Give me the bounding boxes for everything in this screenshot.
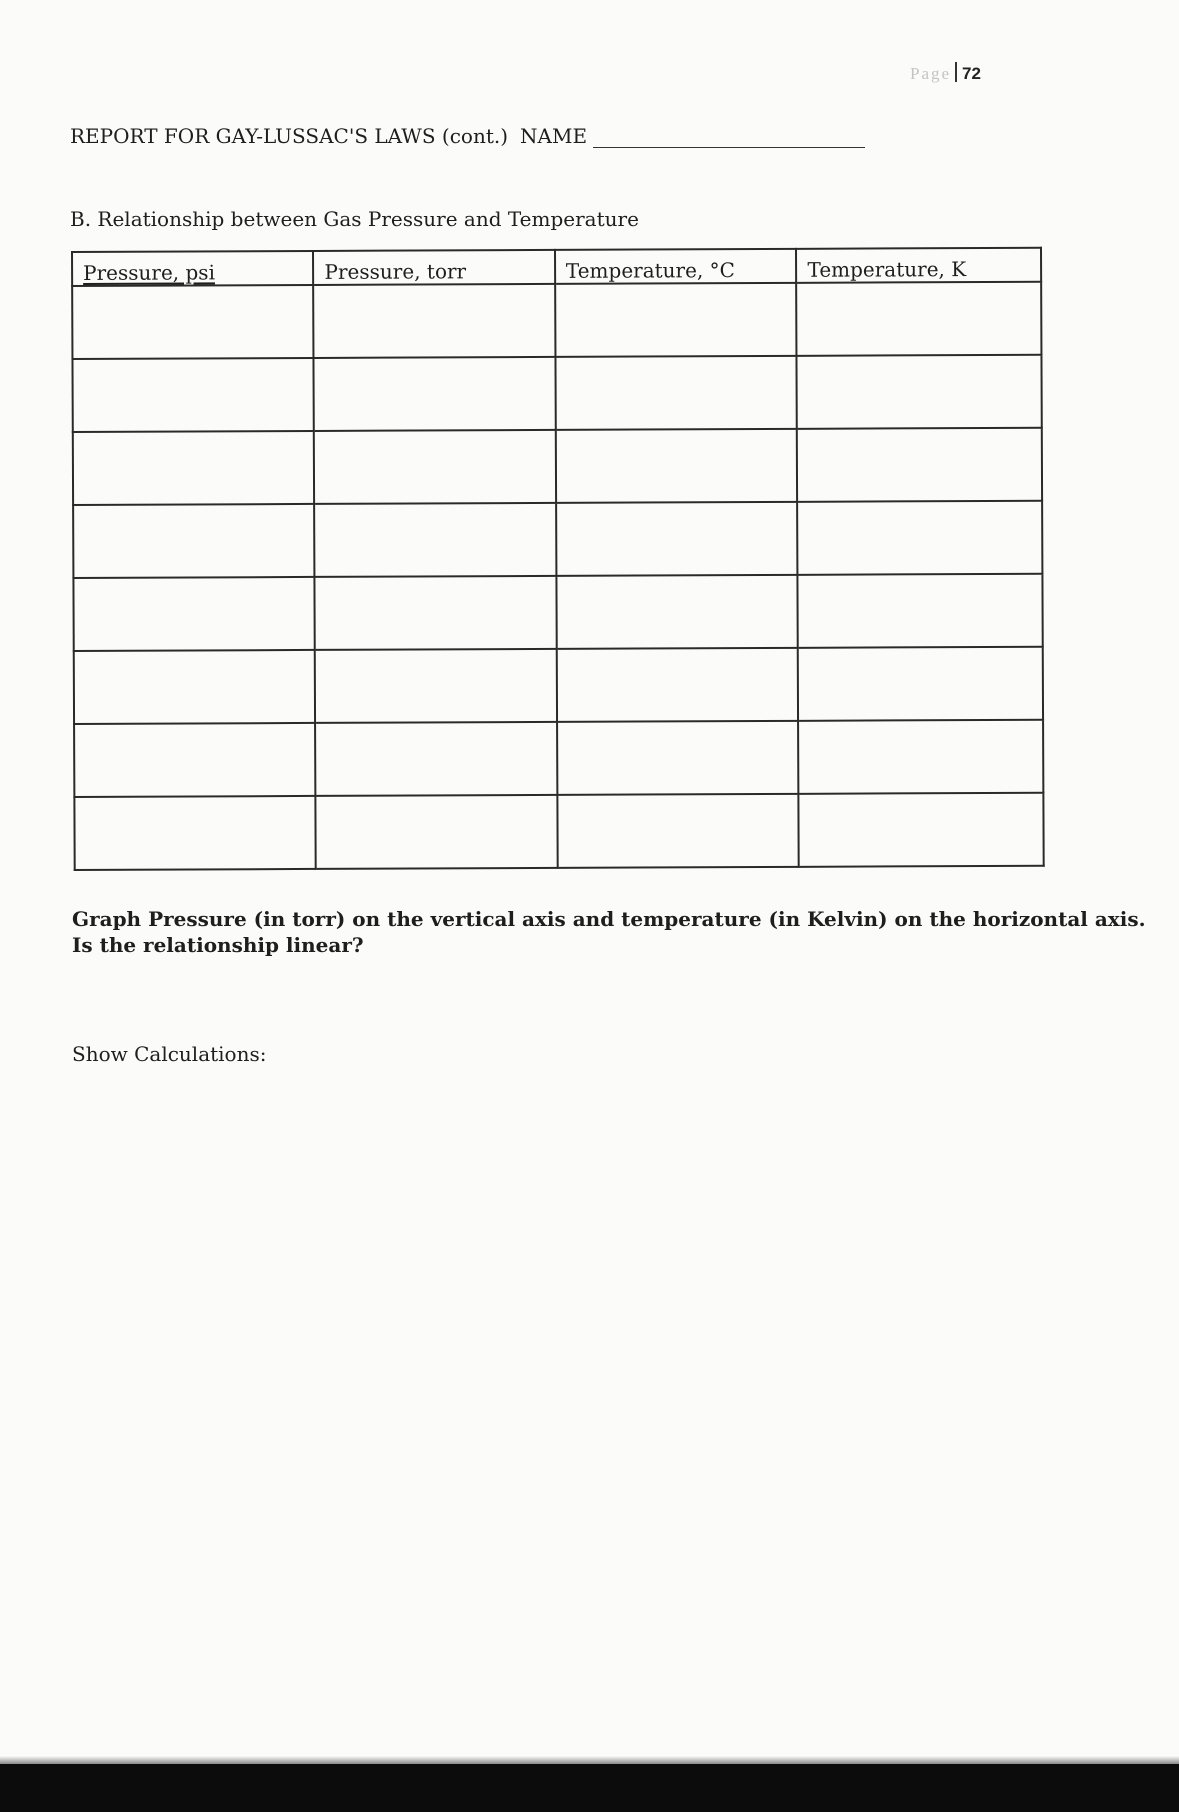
page-number xyxy=(910,62,981,85)
page-word: Page xyxy=(910,64,952,83)
column-header-label: Temperature, °C xyxy=(565,258,736,283)
table-cell[interactable] xyxy=(798,647,1043,721)
table-row xyxy=(74,793,1043,870)
table-cell[interactable] xyxy=(74,796,316,870)
show-calculations-label: Show Calculations: xyxy=(72,1042,267,1066)
name-label: NAME xyxy=(520,124,588,148)
table-cell[interactable] xyxy=(315,722,557,796)
table-row xyxy=(73,574,1042,651)
column-header-label: Pressure, torr xyxy=(324,259,467,284)
table-cell[interactable] xyxy=(315,649,557,723)
table-cell[interactable] xyxy=(797,428,1042,502)
table-cell[interactable] xyxy=(556,575,798,649)
table-cell[interactable] xyxy=(315,503,557,577)
table-cell[interactable] xyxy=(557,648,799,722)
column-header-label: Pressure, psi xyxy=(83,260,215,285)
page-divider xyxy=(955,62,957,82)
table-cell[interactable] xyxy=(72,358,314,432)
data-table xyxy=(71,247,1045,871)
table-cell[interactable] xyxy=(74,723,316,797)
report-title: REPORT FOR GAY-LUSSAC'S LAWS (cont.) xyxy=(70,124,509,148)
table-cell[interactable] xyxy=(797,282,1042,356)
table-cell[interactable] xyxy=(557,794,799,868)
report-header xyxy=(70,124,865,148)
table-cell[interactable] xyxy=(555,356,797,430)
table-cell[interactable] xyxy=(798,501,1043,575)
table-cell[interactable] xyxy=(73,431,315,505)
column-header-label: Temperature, K xyxy=(807,257,967,282)
table-row xyxy=(72,282,1041,359)
table-cell[interactable] xyxy=(556,429,798,503)
table-cell[interactable] xyxy=(799,793,1044,867)
column-header-temperature-c xyxy=(555,249,797,284)
graph-instructions xyxy=(72,906,1146,958)
section-title: B. Relationship between Gas Pressure and Temperature xyxy=(70,207,639,231)
instruction-line: Graph Pressure (in torr) on the vertical axis and temperature (in Kelvin) on the horizontal axis. xyxy=(72,907,1146,931)
column-header-pressure-psi xyxy=(72,251,314,286)
table-cell[interactable] xyxy=(797,355,1042,429)
table-row xyxy=(74,647,1043,724)
column-header-pressure-torr xyxy=(313,250,555,285)
table-cell[interactable] xyxy=(555,283,797,357)
page-number-value: 72 xyxy=(962,64,981,83)
table-cell[interactable] xyxy=(557,721,799,795)
instruction-question: Is the relationship linear? xyxy=(72,933,364,957)
table-cell[interactable] xyxy=(74,650,316,724)
table-cell[interactable] xyxy=(314,430,556,504)
table-cell[interactable] xyxy=(315,576,557,650)
scan-border xyxy=(0,1764,1179,1812)
table-header-row xyxy=(72,248,1041,286)
table-cell[interactable] xyxy=(798,574,1043,648)
column-header-temperature-k xyxy=(796,248,1041,283)
table-row xyxy=(73,501,1042,578)
table-cell[interactable] xyxy=(556,502,798,576)
name-field[interactable] xyxy=(593,129,865,148)
table-cell[interactable] xyxy=(73,504,315,578)
table-cell[interactable] xyxy=(73,577,315,651)
table-row xyxy=(74,720,1043,797)
scan-edge-shadow xyxy=(0,1756,1179,1764)
table-cell[interactable] xyxy=(314,284,556,358)
table-row xyxy=(73,428,1042,505)
table-cell[interactable] xyxy=(798,720,1043,794)
table-cell[interactable] xyxy=(72,285,314,359)
table-cell[interactable] xyxy=(314,357,556,431)
table-row xyxy=(72,355,1041,432)
table-cell[interactable] xyxy=(316,795,558,869)
